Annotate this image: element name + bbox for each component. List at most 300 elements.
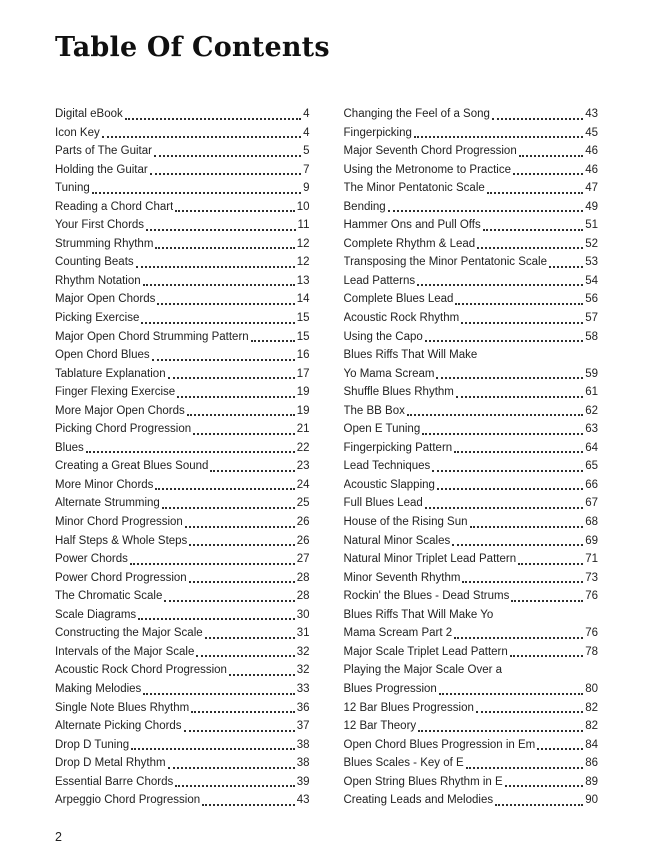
leader-dots bbox=[461, 322, 583, 324]
toc-entry-page-number: 54 bbox=[585, 274, 598, 287]
toc-entry bbox=[55, 235, 310, 254]
toc-entry-label: Power Chords bbox=[55, 553, 128, 566]
toc-entry-label: Major Open Chords bbox=[55, 293, 156, 306]
toc-entry-page-number: 58 bbox=[585, 330, 598, 343]
toc-entry-page-number: 67 bbox=[585, 497, 598, 510]
toc-entry-page-number: 90 bbox=[585, 794, 598, 807]
toc-entry bbox=[344, 383, 599, 402]
toc-entry bbox=[55, 420, 310, 439]
toc-entry bbox=[344, 253, 599, 272]
toc-entry bbox=[55, 569, 310, 588]
toc-entry-page-number: 73 bbox=[585, 571, 598, 584]
toc-entry-label: Creating Leads and Melodies bbox=[343, 794, 494, 807]
toc-entry-page-number: 5 bbox=[303, 145, 310, 158]
toc-entry-page-number: 82 bbox=[585, 720, 598, 733]
toc-entry-label: Finger Flexing Exercise bbox=[55, 386, 176, 399]
toc-entry-label: Transposing the Minor Pentatonic Scale bbox=[343, 256, 547, 269]
toc-entry-label: The Chromatic Scale bbox=[55, 590, 163, 603]
leader-dots bbox=[138, 618, 295, 620]
toc-entry-label: Bending bbox=[343, 200, 386, 213]
leader-dots bbox=[418, 730, 583, 732]
leader-dots bbox=[196, 655, 294, 657]
leader-dots bbox=[146, 229, 295, 231]
toc-entry bbox=[55, 532, 310, 551]
toc-entry-page-number: 9 bbox=[303, 182, 310, 195]
toc-entry bbox=[55, 513, 310, 532]
leader-dots bbox=[155, 247, 294, 249]
leader-dots bbox=[511, 600, 583, 602]
toc-entry-label: Open Chord Blues Progression in Em bbox=[343, 738, 536, 751]
toc-entry bbox=[55, 179, 310, 198]
toc-entry bbox=[344, 198, 599, 217]
toc-entry-label: Essential Barre Chords bbox=[55, 775, 174, 788]
toc-entry-page-number: 16 bbox=[296, 349, 310, 362]
toc-entry-label: Drop D Tuning bbox=[55, 738, 130, 751]
leader-dots bbox=[417, 284, 583, 286]
leader-dots bbox=[483, 229, 584, 231]
toc-entry bbox=[344, 550, 599, 569]
toc-entry bbox=[55, 476, 310, 495]
toc-entry bbox=[344, 532, 599, 551]
toc-entry-page-number: 66 bbox=[585, 478, 598, 491]
toc-entry-page-number: 26 bbox=[296, 534, 310, 547]
toc-entry bbox=[55, 383, 310, 402]
toc-entry bbox=[344, 791, 599, 810]
toc-entry-label: Creating a Great Blues Sound bbox=[55, 460, 209, 473]
leader-dots bbox=[432, 470, 583, 472]
toc-entry-page-number: 49 bbox=[585, 200, 598, 213]
leader-dots bbox=[189, 581, 295, 583]
leader-dots bbox=[177, 396, 295, 398]
toc-entry-label: Arpeggio Chord Progression bbox=[55, 794, 201, 807]
toc-entry bbox=[55, 699, 310, 718]
toc-entry-page-number: 69 bbox=[585, 534, 598, 547]
toc-entry bbox=[344, 290, 599, 309]
toc-entry-label: Tablature Explanation bbox=[55, 367, 166, 380]
leader-dots bbox=[455, 303, 583, 305]
toc-entry-label: Yo Mama Scream bbox=[343, 367, 435, 380]
toc-entry bbox=[55, 587, 310, 606]
leader-dots bbox=[456, 396, 583, 398]
toc-entry-label: Blues Riffs That Will Make bbox=[343, 349, 478, 362]
leader-dots bbox=[495, 804, 583, 806]
leader-dots bbox=[425, 507, 583, 509]
toc-entry-label: Complete Blues Lead bbox=[343, 293, 454, 306]
toc-entry-page-number: 46 bbox=[585, 145, 598, 158]
toc-entry-label: Mama Scream Part 2 bbox=[343, 627, 453, 640]
toc-entry bbox=[55, 272, 310, 291]
toc-entry-page-number: 84 bbox=[585, 738, 598, 751]
toc-entry bbox=[55, 290, 310, 309]
toc-entry-label: House of the Rising Sun bbox=[343, 516, 468, 529]
toc-entry-label: Open String Blues Rhythm in E bbox=[343, 775, 503, 788]
toc-entry-page-number: 24 bbox=[296, 478, 310, 491]
toc-entry-label: Drop D Metal Rhythm bbox=[55, 757, 166, 770]
toc-entry-label: Hammer Ons and Pull Offs bbox=[343, 219, 481, 232]
toc-entry-page-number: 14 bbox=[296, 293, 310, 306]
toc-left-column bbox=[55, 105, 310, 810]
toc-entry-label: Scale Diagrams bbox=[55, 608, 137, 621]
toc-entry-page-number: 10 bbox=[296, 200, 310, 213]
toc-entry-page-number: 39 bbox=[296, 775, 310, 788]
leader-dots bbox=[202, 804, 295, 806]
toc-entry-label: Full Blues Lead bbox=[343, 497, 423, 510]
toc-entry-label: Blues bbox=[55, 441, 84, 454]
toc-entry-page-number: 12 bbox=[296, 237, 310, 250]
toc-entry-page-number: 12 bbox=[296, 256, 310, 269]
toc-entry-label: Single Note Blues Rhythm bbox=[55, 701, 190, 714]
toc-entry-label: Alternate Picking Chords bbox=[55, 720, 182, 733]
toc-entry bbox=[344, 513, 599, 532]
toc-entry bbox=[55, 402, 310, 421]
toc-entry bbox=[55, 105, 310, 124]
leader-dots bbox=[125, 118, 301, 120]
toc-entry-label: Intervals of the Major Scale bbox=[55, 645, 195, 658]
leader-dots bbox=[466, 767, 584, 769]
toc-entry-label: Shuffle Blues Rhythm bbox=[343, 386, 454, 399]
toc-entry-label: More Minor Chords bbox=[55, 478, 154, 491]
toc-entry bbox=[344, 105, 599, 124]
toc-entry-page-number: 32 bbox=[296, 664, 310, 677]
leader-dots bbox=[168, 767, 295, 769]
toc-entry bbox=[344, 235, 599, 254]
leader-dots bbox=[513, 173, 583, 175]
leader-dots bbox=[175, 210, 294, 212]
toc-entry-label: Making Melodies bbox=[55, 682, 142, 695]
toc-entry bbox=[55, 161, 310, 180]
toc-entry-page-number: 57 bbox=[585, 312, 598, 325]
toc-entry-page-number: 21 bbox=[296, 423, 310, 436]
toc-entry bbox=[55, 253, 310, 272]
toc-entry bbox=[55, 754, 310, 773]
toc-entry-label: The BB Box bbox=[343, 404, 405, 417]
toc-entry-page-number: 64 bbox=[585, 441, 598, 454]
toc-entry-page-number: 62 bbox=[585, 404, 598, 417]
leader-dots bbox=[492, 118, 583, 120]
toc-entry bbox=[55, 680, 310, 699]
leader-dots bbox=[510, 655, 583, 657]
toc-entry bbox=[55, 457, 310, 476]
toc-entry bbox=[344, 161, 599, 180]
toc-entry-label: Playing the Major Scale Over a bbox=[343, 664, 503, 677]
leader-dots bbox=[130, 563, 295, 565]
leader-dots bbox=[187, 414, 295, 416]
toc-entry-label: Changing the Feel of a Song bbox=[343, 108, 490, 120]
toc-entry bbox=[344, 272, 599, 291]
toc-entry-page-number: 26 bbox=[296, 516, 310, 529]
toc-entry-label: Digital eBook bbox=[55, 108, 123, 120]
leader-dots bbox=[487, 192, 583, 194]
leader-dots bbox=[86, 451, 295, 453]
toc-entry bbox=[55, 346, 310, 365]
toc-entry bbox=[55, 643, 310, 662]
toc-entry-label: Blues Riffs That Will Make Yo bbox=[343, 608, 494, 621]
toc-entry bbox=[55, 216, 310, 235]
toc-entry-page-number: 7 bbox=[303, 163, 310, 176]
leader-dots bbox=[92, 192, 301, 194]
toc-entry-page-number: 23 bbox=[296, 460, 310, 473]
toc-entry bbox=[344, 309, 599, 328]
leader-dots bbox=[154, 155, 301, 157]
leader-dots bbox=[191, 711, 294, 713]
toc-entry-label: Tuning bbox=[55, 182, 90, 195]
toc-entry bbox=[344, 402, 599, 421]
toc-entry-page-number: 56 bbox=[585, 293, 598, 306]
leader-dots bbox=[193, 433, 295, 435]
toc-entry-label: Major Seventh Chord Progression bbox=[343, 145, 517, 158]
toc-entry bbox=[55, 791, 310, 810]
leader-dots bbox=[422, 433, 583, 435]
toc-entry-page-number: 37 bbox=[296, 720, 310, 733]
toc-entry bbox=[344, 439, 599, 458]
toc-entry-label: Half Steps & Whole Steps bbox=[55, 534, 188, 547]
leader-dots bbox=[537, 748, 583, 750]
toc-entry bbox=[344, 643, 599, 662]
leader-dots bbox=[452, 544, 583, 546]
leader-dots bbox=[162, 507, 295, 509]
toc-entry bbox=[55, 606, 310, 625]
toc-entry-label: Reading a Chord Chart bbox=[55, 200, 174, 213]
toc-entry-label: Using the Metronome to Practice bbox=[343, 163, 511, 176]
footer-page-number: 2 bbox=[55, 830, 62, 844]
toc-entry bbox=[55, 736, 310, 755]
leader-dots bbox=[425, 340, 583, 342]
toc-entry-label: Using the Capo bbox=[343, 330, 423, 343]
toc-entry-label: Lead Techniques bbox=[343, 460, 431, 473]
toc-entry-page-number: 19 bbox=[296, 404, 310, 417]
toc-entry bbox=[55, 328, 310, 347]
toc-entry-page-number: 17 bbox=[296, 367, 310, 380]
leader-dots bbox=[414, 136, 583, 138]
toc-entry bbox=[55, 550, 310, 569]
toc-entry-label: Picking Chord Progression bbox=[55, 423, 192, 436]
toc-entry-page-number: 76 bbox=[585, 627, 598, 640]
toc-entry-page-number: 68 bbox=[585, 516, 598, 529]
toc-entry-page-number: 43 bbox=[296, 794, 310, 807]
toc-entry bbox=[55, 124, 310, 143]
toc-entry-label: Open E Tuning bbox=[343, 423, 421, 436]
toc-entry bbox=[344, 124, 599, 143]
toc-entry-page-number: 82 bbox=[585, 701, 598, 714]
toc-entry bbox=[55, 439, 310, 458]
toc-entry-page-number: 30 bbox=[296, 608, 310, 621]
toc-entry-page-number: 46 bbox=[585, 163, 598, 176]
toc-entry bbox=[344, 216, 599, 235]
leader-dots bbox=[436, 377, 583, 379]
leader-dots bbox=[184, 730, 295, 732]
leader-dots bbox=[102, 136, 301, 138]
toc-entry-page-number: 28 bbox=[296, 571, 310, 584]
leader-dots bbox=[388, 210, 583, 212]
toc-entry-label: Minor Chord Progression bbox=[55, 516, 183, 529]
toc-entry-label: Fingerpicking Pattern bbox=[343, 441, 453, 454]
toc-entry-label: The Minor Pentatonic Scale bbox=[343, 182, 485, 195]
toc-entry-page-number: 65 bbox=[585, 460, 598, 473]
toc-entry-page-number: 78 bbox=[585, 645, 598, 658]
toc-entry-label: 12 Bar Blues Progression bbox=[343, 701, 474, 714]
toc-entry-page-number: 22 bbox=[296, 441, 310, 454]
toc-entry-label: 12 Bar Theory bbox=[343, 720, 417, 733]
leader-dots bbox=[407, 414, 583, 416]
toc-entry bbox=[344, 587, 599, 606]
toc-entry bbox=[344, 736, 599, 755]
toc-entry-label: Complete Rhythm & Lead bbox=[343, 237, 476, 250]
toc-entry bbox=[344, 346, 599, 365]
toc-entry-label: Open Chord Blues bbox=[55, 349, 150, 362]
toc-entry-label: Rockin' the Blues - Dead Strums bbox=[343, 590, 510, 603]
leader-dots bbox=[150, 173, 301, 175]
toc-entry bbox=[344, 457, 599, 476]
leader-dots bbox=[229, 674, 295, 676]
toc-entry-label: Picking Exercise bbox=[55, 312, 140, 325]
toc-entry-label: Constructing the Major Scale bbox=[55, 627, 203, 640]
toc-entry-label: Major Open Chord Strumming Pattern bbox=[55, 330, 249, 343]
toc-entry-page-number: 38 bbox=[296, 757, 310, 770]
leader-dots bbox=[131, 748, 295, 750]
toc-entry-label: Counting Beats bbox=[55, 256, 134, 269]
toc-entry-page-number: 15 bbox=[296, 312, 310, 325]
toc-entry-label: Lead Patterns bbox=[343, 274, 416, 287]
toc-entry-page-number: 59 bbox=[585, 367, 598, 380]
leader-dots bbox=[168, 377, 295, 379]
toc-entry-page-number: 32 bbox=[296, 645, 310, 658]
toc-entry-page-number: 33 bbox=[296, 682, 310, 695]
toc-entry-page-number: 89 bbox=[585, 775, 598, 788]
leader-dots bbox=[157, 303, 294, 305]
toc-entry-page-number: 4 bbox=[303, 108, 310, 120]
toc-entry bbox=[344, 699, 599, 718]
leader-dots bbox=[164, 600, 294, 602]
toc-entry bbox=[344, 680, 599, 699]
toc-entry bbox=[55, 717, 310, 736]
toc-entry bbox=[55, 624, 310, 643]
toc-entry-page-number: 53 bbox=[585, 256, 598, 269]
toc-entry bbox=[344, 328, 599, 347]
leader-dots bbox=[143, 693, 294, 695]
leader-dots bbox=[189, 544, 294, 546]
toc-entry bbox=[344, 661, 599, 680]
leader-dots bbox=[439, 693, 583, 695]
toc-entry bbox=[55, 309, 310, 328]
toc-entry-label: Acoustic Slapping bbox=[343, 478, 435, 491]
leader-dots bbox=[210, 470, 294, 472]
toc-entry bbox=[55, 198, 310, 217]
leader-dots bbox=[143, 284, 295, 286]
toc-entry bbox=[344, 773, 599, 792]
leader-dots bbox=[477, 247, 583, 249]
leader-dots bbox=[141, 322, 294, 324]
toc-columns bbox=[55, 105, 598, 810]
toc-entry bbox=[55, 365, 310, 384]
toc-entry-page-number: 45 bbox=[585, 126, 598, 139]
toc-entry-page-number: 19 bbox=[296, 386, 310, 399]
toc-entry-label: Blues Progression bbox=[343, 682, 437, 695]
toc-entry bbox=[55, 494, 310, 513]
toc-entry-page-number: 38 bbox=[296, 738, 310, 751]
toc-entry-label: Rhythm Notation bbox=[55, 274, 141, 287]
toc-entry-label: Acoustic Rock Rhythm bbox=[343, 312, 460, 325]
toc-entry-page-number: 76 bbox=[585, 590, 598, 603]
toc-entry-label: Fingerpicking bbox=[343, 126, 412, 139]
toc-entry-page-number: 52 bbox=[585, 237, 598, 250]
toc-entry-page-number: 15 bbox=[296, 330, 310, 343]
leader-dots bbox=[519, 155, 583, 157]
toc-entry-page-number: 25 bbox=[296, 497, 310, 510]
toc-entry-page-number: 71 bbox=[585, 553, 598, 566]
leader-dots bbox=[505, 785, 584, 787]
toc-entry-label: Minor Seventh Rhythm bbox=[343, 571, 461, 584]
leader-dots bbox=[136, 266, 295, 268]
toc-entry-label: Major Scale Triplet Lead Pattern bbox=[343, 645, 508, 658]
toc-entry-label: Your First Chords bbox=[55, 219, 145, 232]
toc-right-column bbox=[344, 105, 599, 810]
leader-dots bbox=[476, 711, 583, 713]
toc-entry bbox=[55, 142, 310, 161]
toc-entry-label: Parts of The Guitar bbox=[55, 145, 152, 158]
toc-entry bbox=[344, 717, 599, 736]
toc-entry bbox=[344, 179, 599, 198]
toc-entry-page-number: 47 bbox=[585, 182, 598, 195]
leader-dots bbox=[437, 488, 583, 490]
toc-entry-page-number: 11 bbox=[297, 219, 310, 232]
leader-dots bbox=[205, 637, 295, 639]
toc-entry-label: Natural Minor Triplet Lead Pattern bbox=[343, 553, 517, 566]
leader-dots bbox=[462, 581, 583, 583]
toc-entry-label: Holding the Guitar bbox=[55, 163, 148, 176]
toc-entry-label: Icon Key bbox=[55, 126, 100, 139]
toc-entry-page-number: 43 bbox=[585, 108, 598, 120]
toc-entry-page-number: 86 bbox=[585, 757, 598, 770]
leader-dots bbox=[185, 526, 295, 528]
toc-entry bbox=[344, 476, 599, 495]
toc-entry-page-number: 51 bbox=[585, 219, 598, 232]
leader-dots bbox=[175, 785, 294, 787]
toc-entry-page-number: 4 bbox=[303, 126, 310, 139]
toc-entry bbox=[344, 142, 599, 161]
toc-entry bbox=[344, 606, 599, 625]
toc-entry bbox=[55, 773, 310, 792]
toc-entry-label: Blues Scales - Key of E bbox=[343, 757, 464, 770]
toc-entry-label: Acoustic Rock Chord Progression bbox=[55, 664, 227, 677]
toc-entry-label: Alternate Strumming bbox=[55, 497, 160, 510]
toc-entry-page-number: 28 bbox=[296, 590, 310, 603]
leader-dots bbox=[155, 488, 294, 490]
leader-dots bbox=[518, 563, 583, 565]
page-title: Table Of Contents bbox=[55, 32, 330, 63]
leader-dots bbox=[549, 266, 583, 268]
toc-entry-label: Power Chord Progression bbox=[55, 571, 187, 584]
leader-dots bbox=[454, 451, 583, 453]
leader-dots bbox=[152, 359, 295, 361]
toc-entry-page-number: 13 bbox=[296, 274, 310, 287]
toc-entry bbox=[344, 494, 599, 513]
toc-entry-page-number: 61 bbox=[585, 386, 598, 399]
toc-entry-page-number: 80 bbox=[585, 682, 598, 695]
toc-entry-label: Strumming Rhythm bbox=[55, 237, 154, 250]
leader-dots bbox=[470, 526, 584, 528]
toc-entry-label: Natural Minor Scales bbox=[343, 534, 451, 547]
leader-dots bbox=[454, 637, 583, 639]
toc-entry-page-number: 27 bbox=[296, 553, 310, 566]
toc-entry-page-number: 63 bbox=[585, 423, 598, 436]
leader-dots bbox=[251, 340, 295, 342]
toc-entry bbox=[344, 754, 599, 773]
toc-entry bbox=[344, 420, 599, 439]
toc-entry bbox=[344, 624, 599, 643]
toc-entry bbox=[344, 365, 599, 384]
toc-entry-page-number: 36 bbox=[296, 701, 310, 714]
toc-entry-page-number: 31 bbox=[296, 627, 310, 640]
